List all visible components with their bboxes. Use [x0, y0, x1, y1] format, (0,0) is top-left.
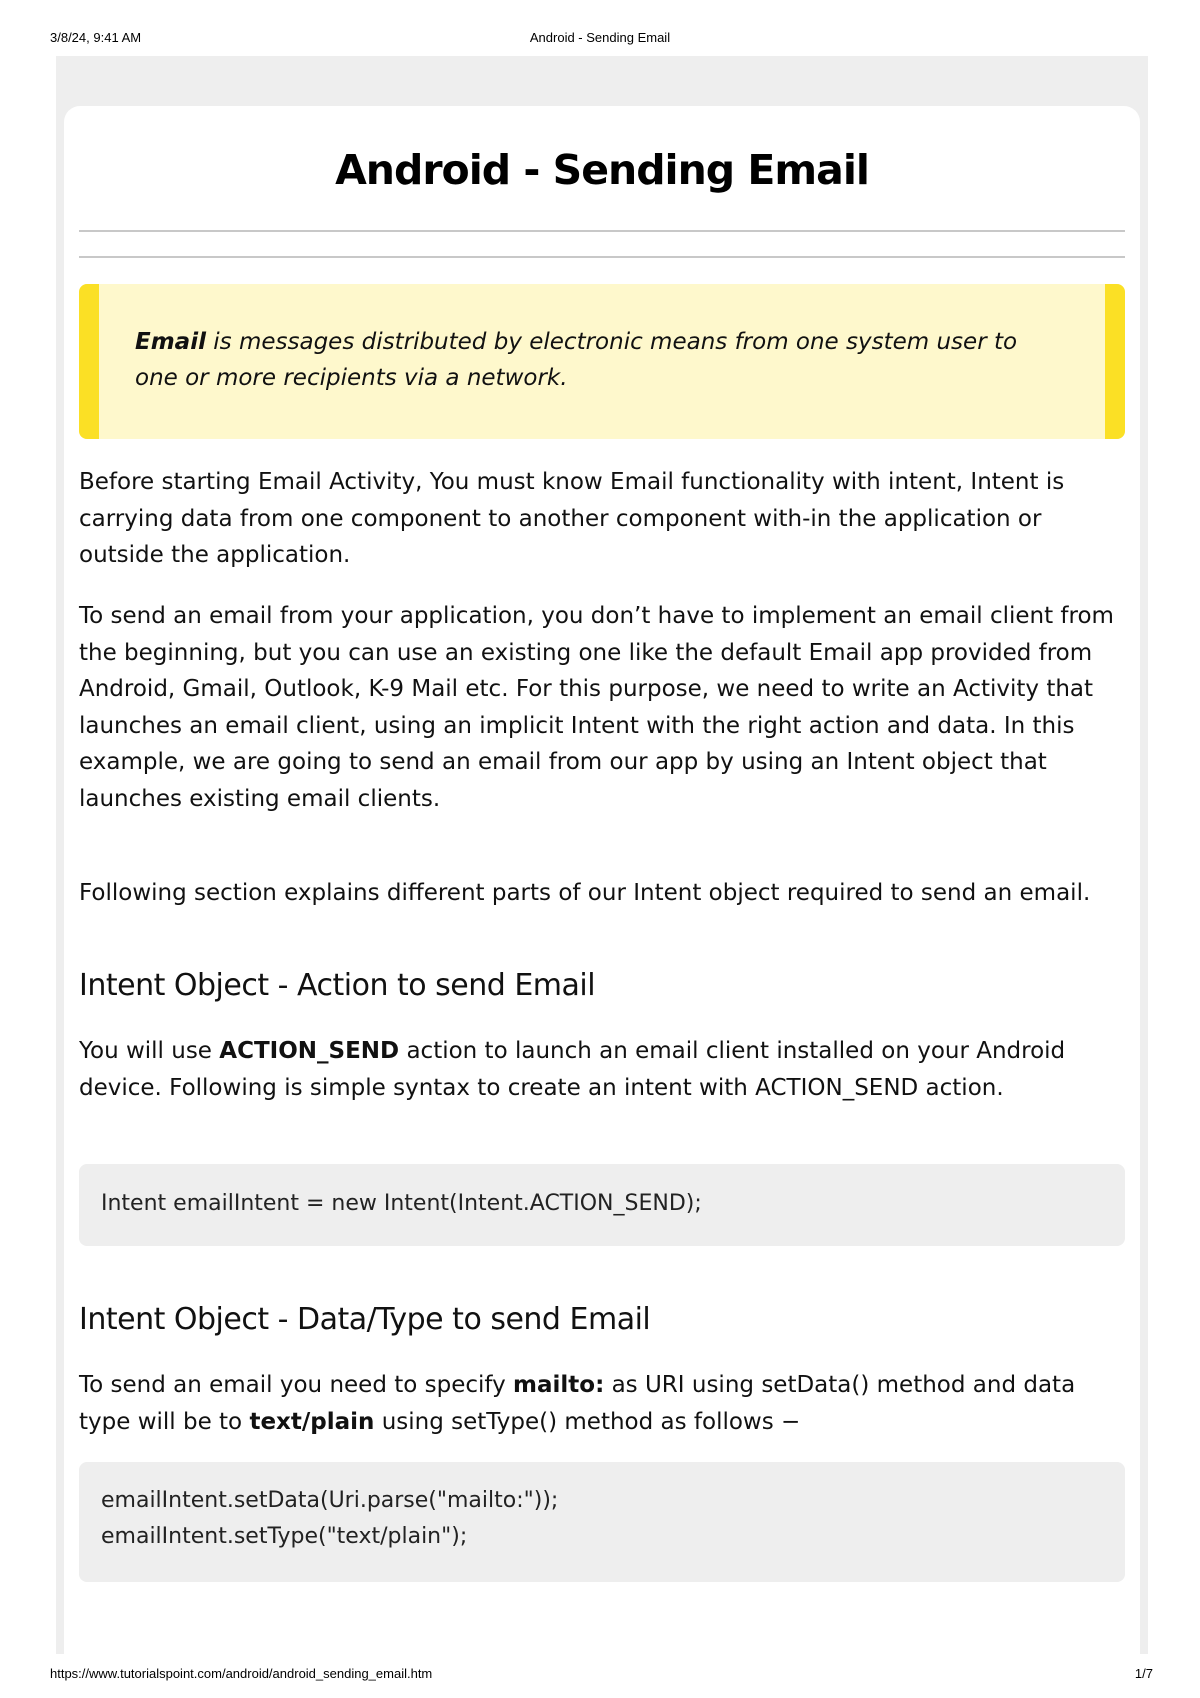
note-accent-left — [79, 284, 99, 439]
print-footer — [0, 1666, 1200, 1684]
definition-note — [79, 284, 1125, 439]
note-text — [135, 324, 1065, 396]
print-date: 3/8/24, 9:41 AM — [50, 30, 142, 45]
intro-paragraph: Before starting Email Activity, You must know Email functionality with intent, Intent is carrying data from one component to another component with-in the application or outside the application. — [79, 469, 1065, 568]
section-heading-data-type: Intent Object - Data/Type to send Email — [79, 1302, 651, 1337]
article-card — [64, 106, 1140, 1666]
sections-paragraph: Following section explains different parts of our Intent object required to send an email. — [79, 880, 1091, 906]
divider-bottom — [79, 256, 1125, 258]
print-title: Android - Sending Email — [529, 30, 671, 45]
email-client-paragraph: To send an email from your application, you don’t have to implement an email client from the beginning, but you can use an existing one like the default Email app provided from Android, Gmail, Outlook, K-9 Mail etc. For this purpose, we need to write an Activity that launches an email client, using an implicit Intent with the right action and data. In this example, we are going to send an email from our app by using an Intent object that launches existing email clients. — [79, 603, 1114, 812]
code-line: Intent emailIntent = new Intent(Intent.ACTION_SEND); — [101, 1191, 702, 1216]
section-heading-action: Intent Object - Action to send Email — [79, 968, 596, 1003]
data-text-2: as URI using setData() method and data type will be to — [79, 1372, 1076, 1435]
action-text-2: action to launch an email client installed on your Android device. Following is simple syntax to create an intent with ACTION_SEND action. — [79, 1038, 1066, 1101]
mailto-keyword: mailto: — [513, 1372, 605, 1398]
page-number: 1/7 — [1134, 1666, 1153, 1681]
note-definition: is messages distributed by electronic means from one system user to one or more recipients via a network. — [135, 329, 1018, 391]
code-line: emailIntent.setData(Uri.parse("mailto:")); — [101, 1488, 559, 1513]
action-text-1: You will use — [79, 1038, 220, 1064]
data-text-3: using setType() method as follows − — [374, 1408, 801, 1435]
print-url: https://www.tutorialspoint.com/android/android_sending_email.htm — [50, 1666, 433, 1681]
divider-top — [79, 230, 1125, 232]
note-accent-right — [1105, 284, 1125, 439]
code-block-action — [79, 1164, 1125, 1246]
data-type-paragraph — [79, 1367, 1125, 1440]
data-text-1: To send an email you need to specify — [79, 1372, 514, 1398]
action-paragraph — [79, 1033, 1125, 1106]
action-send-keyword: ACTION_SEND — [219, 1038, 400, 1064]
code-line: emailIntent.setType("text/plain"); — [101, 1524, 468, 1549]
code-block-data-type — [79, 1462, 1125, 1582]
text-plain-keyword: text/plain — [249, 1408, 375, 1435]
page-title: Android - Sending Email — [335, 146, 869, 194]
note-term: Email — [135, 329, 206, 355]
print-header — [0, 30, 1200, 48]
